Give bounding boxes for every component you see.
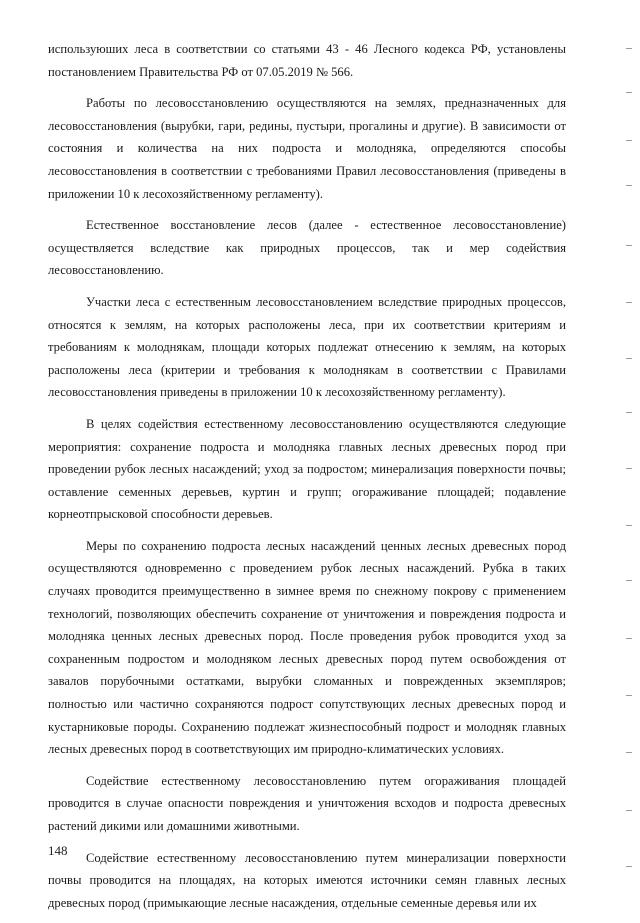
paragraph-3: Естественное восстановление лесов (далее - естественное лесовосстановление) осуществляется вследствие как природных процессов, так и мер содействия лесовосстановлению. bbox=[48, 218, 566, 278]
paragraph-6: Меры по сохранению подроста лесных насаждений ценных лесных древесных пород осуществляются одновременно с проведением рубок лесных насаждений. Рубка в таких случаях проводится преимущественно в зимнее время по снежному покрову с применением технологий, позволяющих обеспечить сохранение от уничтожения и повреждения подроста и молодняка ценных лесных древесных пород. После проведения рубок проводится уход за сохраненным подростом и молодняком лесных древесных пород путем освобождения от завалов порубочными остатками, вырубки сломанных и поврежденных экземпляров; полностью или частично сохраняются подрост сопутствующих лесных древесных пород и кустарниковые породы. Сохранению подлежат жизнеспособный подрост и молодняк главных лесных древесных пород в соответствующих им природно-климатических условиях. bbox=[48, 538, 566, 757]
paragraph-2: Работы по лесовосстановлению осуществляются на землях, предназначенных для лесовосстановления (вырубки, гари, редины, пустыри, прогалины и другие). В зависимости от состояния и количества на них подроста и молодняка, определяются способы лесовосстановления в соответствии с требованиями Правил лесовосстановления (приведены в приложении 10 к лесохозяйственному регламенту). bbox=[48, 96, 566, 201]
page-number: 148 bbox=[48, 843, 68, 858]
paragraph-7: Содействие естественному лесовосстановлению путем огораживания площадей проводится в случае опасности повреждения и уничтожения всходов и подроста древесных растений дикими или домашними животными. bbox=[48, 773, 566, 833]
paragraph-8: Содействие естественному лесовосстановлению путем минерализации поверхности почвы проводится на площадях, на которых имеются источники семян главных лесных древесных пород (примыкающие лесные насаждения, отдельные семенные деревья или их bbox=[48, 850, 566, 910]
paragraph-1: используюших леса в соответствии со статьями 43 - 46 Лесного кодекса РФ, установлены постановлением Правительства РФ от 07.05.2019 № 566. bbox=[48, 42, 566, 79]
scan-edge-marks bbox=[624, 40, 632, 890]
paragraph-4: Участки леса с естественным лесовосстановлением вследствие природных процессов, относятся к землям, на которых расположены леса, при их соответствии критериям и требованиям к молоднякам, площади которых подлежат отнесению к землям, на которых расположены леса (критерии и требования к молоднякам в соответствии с Правилами лесовосстановления приведены в приложении 10 к лесохозяйственному регламенту). bbox=[48, 294, 566, 400]
document-page bbox=[48, 38, 566, 923]
paragraph-5: В целях содействия естественному лесовосстановлению осуществляются следующие мероприятия: сохранение подроста и молодняка главных лесных древесных пород при проведении рубок лесных насаждений; уход за подростом; минерализация поверхности почвы; оставление семенных деревьев, куртин и групп; огораживание площадей; подавление корнеотпрысковой способности деревьев. bbox=[48, 416, 566, 522]
